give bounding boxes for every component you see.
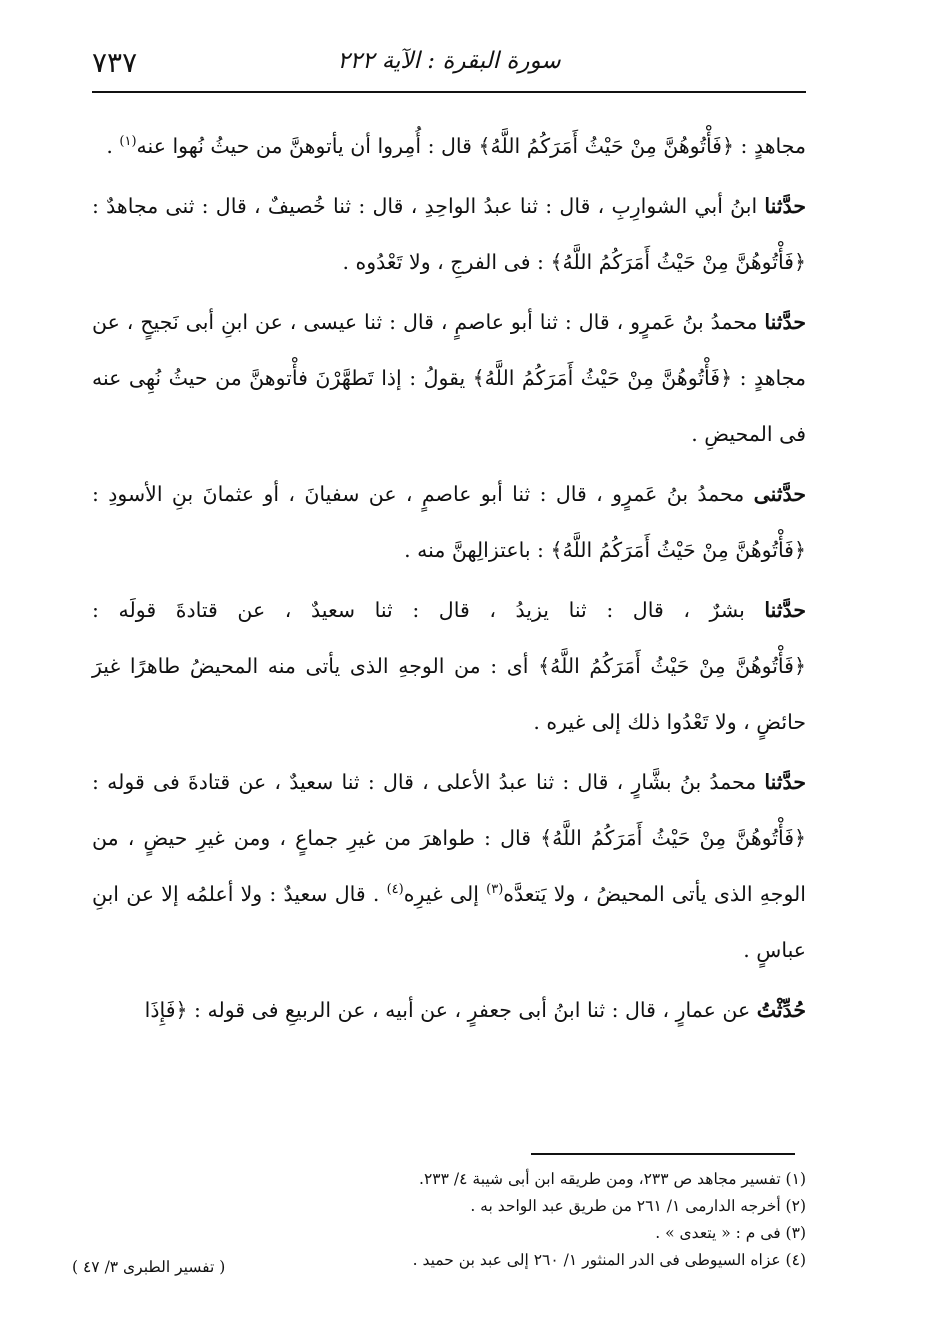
text: : فى الفرجِ ، ولا تَعْدُوه . (342, 250, 551, 274)
footnote-rule (531, 1153, 795, 1155)
text: : باعتزالِهنَّ منه . (404, 538, 551, 562)
footnote-3: (٣) فى م : « يتعدى » . (655, 1224, 806, 1242)
text: أى : من الوجهِ الذى يأتى منه المحيضُ طاهرًا غيرَ حائضٍ ، ولا تَعْدُوا ذلك إلى غيره . (92, 654, 806, 734)
text: قال : أُمِروا أن يأتوهنَّ من حيثُ نُهوا عنه (136, 134, 479, 158)
footnote-4: (٤) عزاه السيوطى فى الدر المنثور ١/ ٢٦٠ إلى عبد بن حميد . (412, 1251, 806, 1269)
page-reference: ( تفسير الطبرى ٣/ ٤٧ ) (72, 1258, 226, 1276)
paragraph-6 (92, 754, 806, 978)
text: إلى غيرِه (403, 882, 487, 906)
narration-lead: حدَّثنا (764, 310, 806, 334)
text: عن عمارٍ ، قال : ثنا ابنُ أبى جعفرٍ ، عن أبيه ، عن الربيعِ فى قوله : (187, 998, 757, 1022)
quran-quote: ﴿فَأْتُوهُنَّ مِنْ حَيْثُ أَمَرَكُمُ اللَّهُ﴾ (478, 134, 734, 158)
header-rule (92, 91, 806, 93)
quran-quote: ﴿فَأْتُوهُنَّ مِنْ حَيْثُ أَمَرَكُمُ اللَّهُ﴾ (550, 538, 806, 562)
quran-quote: ﴿فَأْتُوهُنَّ مِنْ حَيْثُ أَمَرَكُمُ اللَّهُ﴾ (550, 250, 806, 274)
text: . قال سعيدٌ : ولا أعلمُه إلا عن ابنِ عباسٍ . (92, 882, 806, 962)
quran-quote: ﴿فَأْتُوهُنَّ مِنْ حَيْثُ أَمَرَكُمُ اللَّهُ﴾ (472, 366, 733, 390)
footnote-2: (٢) أخرجه الدارمى ١/ ٢٦١ من طريق عبد الواحد به . (470, 1197, 806, 1215)
main-text (92, 118, 806, 1042)
narration-lead: حُدِّثْتُ (756, 998, 806, 1022)
paragraph-4 (92, 466, 806, 578)
page-header (92, 40, 806, 90)
footnote-marker-4[interactable]: (٤) (386, 882, 404, 898)
text: بشرٌ ، قال : ثنا يزيدُ ، قال : ثنا سعيدٌ ، عن قتادةَ قولَه : (92, 598, 765, 622)
running-title: سورة البقرة : الآية ٢٢٢ (337, 48, 561, 74)
paragraph-7 (92, 982, 806, 1038)
narration-lead: حدَّثنا (764, 194, 806, 218)
page-number: ٧٣٧ (92, 46, 138, 79)
quran-quote: ﴿فَأْتُوهُنَّ مِنْ حَيْثُ أَمَرَكُمُ اللَّهُ﴾ (540, 826, 807, 850)
paragraph-3 (92, 294, 806, 462)
footnote-marker-3[interactable]: (٣) (486, 882, 504, 898)
footnote-marker-1[interactable]: (١) (119, 134, 137, 150)
text: . (106, 134, 120, 158)
paragraph-1 (92, 118, 806, 174)
text: قال : طواهرَ من غيرِ جماعٍ ، ومن غيرِ حيضٍ ، من الوجهِ الذى يأتى المحيضُ ، ولا يَتعدَّه (92, 826, 807, 906)
text: يقولُ : إذا تَطهَّرْنَ فأْتوهنَّ من حيثُ نُهِى عنه فى المحيضِ . (92, 366, 806, 446)
narration-lead: حدَّثنا (764, 598, 806, 622)
paragraph-2 (92, 178, 806, 290)
paragraph-5 (92, 582, 806, 750)
footnote-1: (١) تفسير مجاهد ص ٢٣٣، ومن طريقه ابن أبى شيبة ٤/ ٢٣٣. (419, 1170, 806, 1188)
narration-lead: حدَّثنى (753, 482, 806, 506)
text: محمدُ بنُ عَمرٍو ، قال : ثنا أبو عاصمٍ ، قال : ثنا عيسى ، عن ابنِ أبى نَجيحٍ ، عن مجاهدٍ : (92, 310, 806, 390)
text: مجاهدٍ : (740, 134, 806, 158)
quran-quote: ﴿فَإِذَا (144, 998, 188, 1022)
narration-lead: حدَّثنا (764, 770, 806, 794)
text: ابنُ أبي الشوارِبِ ، قال : ثنا عبدُ الواحِدِ ، قال : ثنا خُصيفٌ ، قال : ثنى مجاهدٌ : (92, 194, 765, 218)
text: محمدُ بنُ بشَّارٍ ، قال : ثنا عبدُ الأعلى ، قال : ثنا سعيدٌ ، عن قتادةَ فى قوله : (92, 770, 765, 794)
quran-quote: ﴿فَأْتُوهُنَّ مِنْ حَيْثُ أَمَرَكُمُ اللَّهُ﴾ (538, 654, 806, 678)
text: محمدُ بنُ عَمرٍو ، قال : ثنا أبو عاصمٍ ، عن سفيانَ ، أو عثمانَ بنِ الأسودِ : (92, 482, 754, 506)
